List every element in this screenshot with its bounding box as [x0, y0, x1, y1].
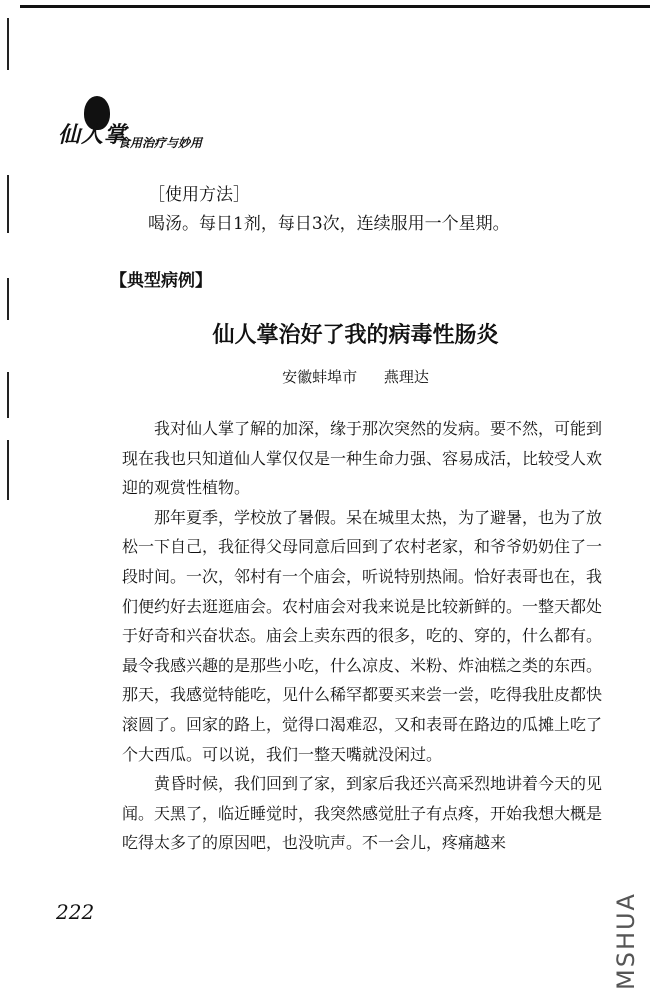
scan-margin-mark	[7, 175, 9, 233]
author-name: 燕理达	[383, 368, 429, 386]
article-title: 仙人掌治好了我的病毒性肠炎	[212, 322, 499, 348]
logo-title: 仙人掌	[58, 123, 128, 148]
book-logo	[48, 96, 228, 156]
article-body	[122, 414, 602, 858]
paragraph: 那年夏季，学校放了暑假。呆在城里太热，为了避暑，也为了放松一下自己，我征得父母同意后回到了农村老家，和爷爷奶奶住了一段时间。一次，邻村有一个庙会，听说特别热闹。恰好表哥也在，我们便约好去逛逛庙会。农村庙会对我来说是比较新鲜的。一整天都处于好奇和兴奋状态。庙会上卖东西的很多，吃的、穿的，什么都有。最令我感兴趣的是那些小吃，什么凉皮、米粉、炸油糕之类的东西。那天，我感觉特能吃，见什么稀罕都要买来尝一尝，吃得我肚皮都快滚圆了。回家的路上，觉得口渴难忍，又和表哥在路边的瓜摊上吃了个大西瓜。可以说，我们一整天嘴就没闲过。	[122, 507, 603, 764]
author-location: 安徽蚌埠市	[282, 368, 358, 386]
scan-margin-mark	[7, 18, 9, 70]
top-rule	[20, 5, 650, 8]
usage-text: 喝汤。每日1剂，每日3次，连续服用一个星期。	[148, 214, 510, 234]
paragraph: 我对仙人掌了解的加深，缘于那次突然的发病。要不然，可能到现在我也只知道仙人掌仅仅是一种生命力强、容易成活，比较受人欢迎的观赏性植物。	[122, 419, 603, 498]
logo-subtitle: 食用治疗与妙用	[118, 136, 203, 150]
page-number: 222	[56, 900, 95, 924]
case-section-label: 【典型病例】	[110, 271, 212, 291]
scan-margin-mark	[7, 278, 9, 320]
usage-heading: ［使用方法］	[148, 185, 250, 205]
scan-margin-mark	[7, 440, 9, 500]
paragraph: 黄昏时候，我们回到了家，到家后我还兴高采烈地讲着今天的见闻。天黑了，临近睡觉时，我突然感觉肚子有点疼，开始我想大概是吃得太多了的原因吧，也没吭声。不一会儿，疼痛越来	[122, 774, 603, 853]
byline	[0, 366, 651, 387]
watermark: MSHUA	[612, 892, 640, 990]
